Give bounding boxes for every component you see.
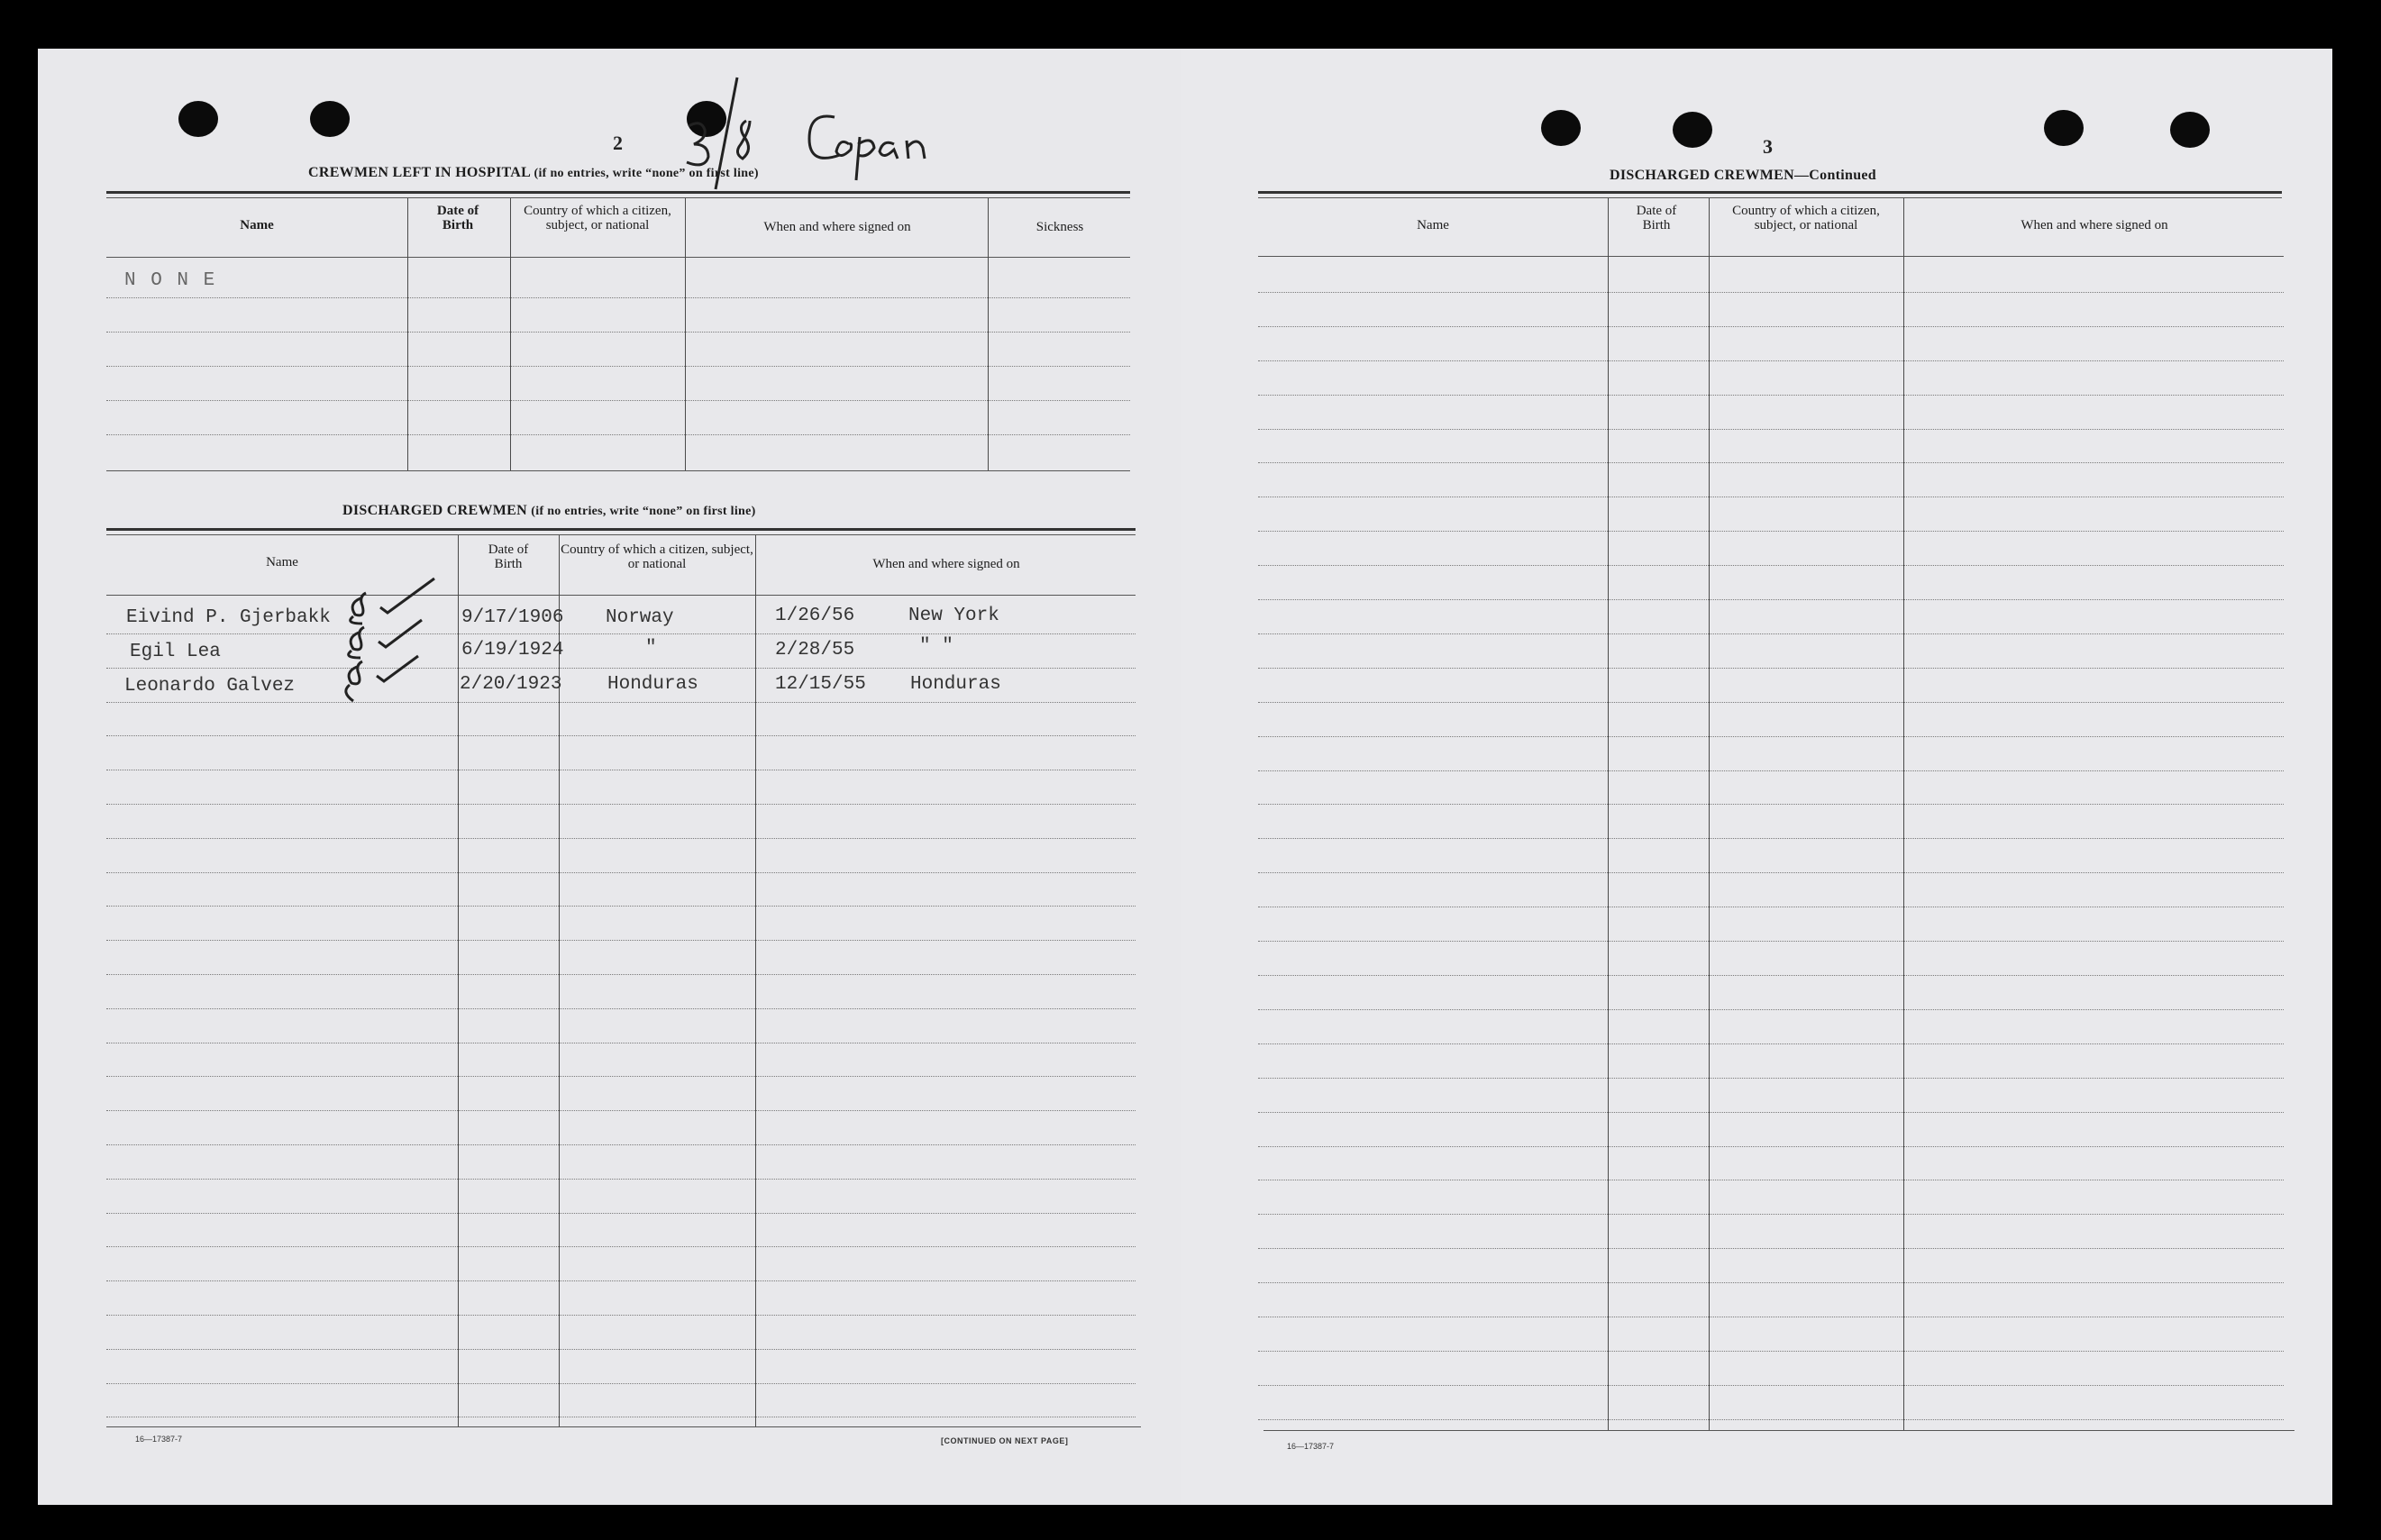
ruled-row-line	[1258, 633, 2284, 634]
left-page	[38, 49, 1181, 1505]
ruled-row-line	[106, 1008, 1136, 1009]
discharged-row-dob: 9/17/1906	[461, 607, 564, 628]
page-number-left: 2	[613, 132, 623, 154]
discharged-col-divider	[458, 535, 459, 1426]
discharged-title: DISCHARGED CREWMEN	[342, 503, 527, 518]
ruled-row-line	[106, 633, 1136, 634]
hospital-subtitle: (if no entries, write “none” on first line)	[534, 167, 759, 180]
right-section-title	[1610, 168, 1876, 184]
ruled-row-line	[1258, 395, 2284, 396]
right-header-rule	[1258, 256, 2284, 257]
ruled-row-line	[106, 940, 1136, 941]
ruled-row-line	[1258, 1214, 2284, 1215]
discharged-row-signed-date: 12/15/55	[775, 674, 866, 695]
right-col-signed: When and where signed on	[2021, 218, 2168, 232]
right-subtitle: —Continued	[1793, 168, 1877, 183]
hospital-title: CREWMEN LEFT IN HOSPITAL	[308, 165, 531, 180]
ruled-row-line	[106, 1110, 1136, 1111]
right-col-dob: Date of Birth	[1636, 204, 1677, 232]
ruled-row-line	[1258, 702, 2284, 703]
ruled-row-line	[106, 906, 1136, 907]
ruled-row-line	[106, 702, 1136, 703]
discharged-col-divider	[559, 535, 560, 1426]
discharged-row-signed-place: New York	[908, 606, 999, 626]
ruled-row-line	[1258, 941, 2284, 942]
ruled-row-line	[106, 1280, 1136, 1281]
hospital-col-divider	[407, 198, 408, 470]
ruled-row-line	[1258, 531, 2284, 532]
right-top-rule-2	[1258, 197, 2282, 198]
ruled-row-line	[1258, 1146, 2284, 1147]
ruled-row-line	[106, 1315, 1136, 1316]
page-number-right: 3	[1763, 135, 1773, 158]
right-page	[1181, 49, 2332, 1505]
ruled-row-line	[106, 872, 1136, 873]
ruled-row-line	[1258, 1419, 2284, 1420]
ruled-row-line	[106, 1179, 1136, 1180]
form-code-right: 16—17387-7	[1287, 1442, 1335, 1451]
right-top-rule	[1258, 191, 2282, 194]
ruled-row-line	[106, 974, 1136, 975]
discharged-row-name: Egil Lea	[130, 642, 221, 662]
punch-hole	[178, 101, 218, 137]
ruled-row-line	[1258, 292, 2284, 293]
right-col-divider	[1903, 198, 1904, 1430]
discharged-row-dob: 6/19/1924	[461, 640, 564, 661]
hospital-col-dob: Date of Birth	[436, 204, 479, 232]
ruled-row-line	[1258, 668, 2284, 669]
ruled-row-line	[1258, 462, 2284, 463]
punch-hole	[1541, 110, 1581, 146]
discharged-section-title	[342, 503, 756, 519]
discharged-top-rule-2	[106, 534, 1136, 535]
hospital-top-rule-2	[106, 197, 1130, 198]
right-col-name: Name	[1417, 218, 1449, 232]
ruled-row-line	[106, 838, 1136, 839]
right-title: DISCHARGED CREWMEN	[1610, 168, 1794, 183]
ruled-row-line	[1258, 1112, 2284, 1113]
punch-hole	[310, 101, 350, 137]
right-col-divider	[1608, 198, 1609, 1430]
ruled-row-line	[1258, 565, 2284, 566]
hospital-col-divider	[510, 198, 511, 470]
ruled-row-line	[106, 1246, 1136, 1247]
discharged-row-name: Eivind P. Gjerbakk	[126, 607, 331, 628]
hospital-top-rule	[106, 191, 1130, 194]
hospital-col-country: Country of which a citizen, subject, or national	[524, 204, 671, 232]
discharged-row-country: Norway	[606, 607, 674, 628]
ruled-row-line	[1258, 1009, 2284, 1010]
ruled-row-line	[1258, 1385, 2284, 1386]
hospital-row-line	[106, 332, 1130, 333]
discharged-row-signed-date: 2/28/55	[775, 640, 855, 661]
discharged-col-divider	[755, 535, 756, 1426]
ruled-row-line	[1258, 736, 2284, 737]
ruled-row-line	[106, 735, 1136, 736]
ruled-row-line	[106, 804, 1136, 805]
ruled-row-line	[1258, 326, 2284, 327]
ruled-row-line	[1258, 838, 2284, 839]
right-col-country: Country of which a citizen, subject, or national	[1732, 204, 1880, 232]
discharged-subtitle: (if no entries, write “none” on first line)	[531, 505, 756, 518]
discharged-header-rule	[106, 595, 1136, 596]
hospital-row-line	[106, 297, 1130, 298]
hospital-header-rule	[106, 257, 1130, 258]
form-code-left: 16—17387-7	[135, 1435, 183, 1444]
hospital-row-line	[106, 366, 1130, 367]
hospital-row-name: N O N E	[124, 270, 217, 291]
ruled-row-line	[1258, 872, 2284, 873]
hospital-col-divider	[685, 198, 686, 470]
continued-note: [CONTINUED ON NEXT PAGE]	[941, 1436, 1069, 1445]
ruled-row-line	[1258, 429, 2284, 430]
discharged-row-signed-place: " "	[919, 636, 953, 657]
punch-hole	[2044, 110, 2084, 146]
hospital-col-name: Name	[240, 218, 274, 232]
right-bottom-rule	[1263, 1430, 2294, 1431]
ruled-row-line	[1258, 599, 2284, 600]
handwritten-checkmarks	[335, 573, 452, 708]
ruled-row-line	[106, 1076, 1136, 1077]
ruled-row-line	[1258, 1248, 2284, 1249]
discharged-row-signed-date: 1/26/56	[775, 606, 855, 626]
ruled-row-line	[106, 1383, 1136, 1384]
ruled-row-line	[1258, 770, 2284, 771]
discharged-row-country: Honduras	[607, 674, 698, 695]
discharged-col-dob: Date of Birth	[488, 542, 529, 571]
discharged-row-name: Leonardo Galvez	[124, 676, 296, 697]
hospital-col-sickness: Sickness	[1035, 220, 1084, 234]
right-col-divider	[1709, 198, 1710, 1430]
ruled-row-line	[1258, 1351, 2284, 1352]
punch-hole	[2170, 112, 2210, 148]
hospital-row-line	[106, 400, 1130, 401]
ruled-row-line	[1258, 1282, 2284, 1283]
ruled-row-line	[106, 1349, 1136, 1350]
discharged-col-signed: When and where signed on	[872, 557, 1020, 571]
ruled-row-line	[1258, 975, 2284, 976]
discharged-row-signed-place: Honduras	[910, 674, 1001, 695]
ruled-row-line	[1258, 360, 2284, 361]
discharged-col-country: Country of which a citizen, subject, or national	[561, 542, 753, 571]
hospital-row-line	[106, 434, 1130, 435]
discharged-row-dob: 2/20/1923	[460, 674, 562, 695]
ruled-row-line	[106, 1213, 1136, 1214]
ruled-row-line	[106, 668, 1136, 669]
hospital-section-title	[308, 165, 759, 181]
ruled-row-line	[1258, 1043, 2284, 1044]
discharged-col-name: Name	[266, 555, 298, 570]
hospital-col-divider	[988, 198, 989, 470]
discharged-bottom-rule	[106, 1426, 1141, 1427]
ruled-row-line	[1258, 804, 2284, 805]
discharged-row-country: "	[645, 638, 657, 659]
punch-hole	[1673, 112, 1712, 148]
ruled-row-line	[106, 1144, 1136, 1145]
hospital-col-signed: When and where signed on	[763, 220, 911, 234]
discharged-top-rule	[106, 528, 1136, 531]
ruled-row-line	[1258, 1078, 2284, 1079]
hospital-bottom-rule	[106, 470, 1130, 471]
